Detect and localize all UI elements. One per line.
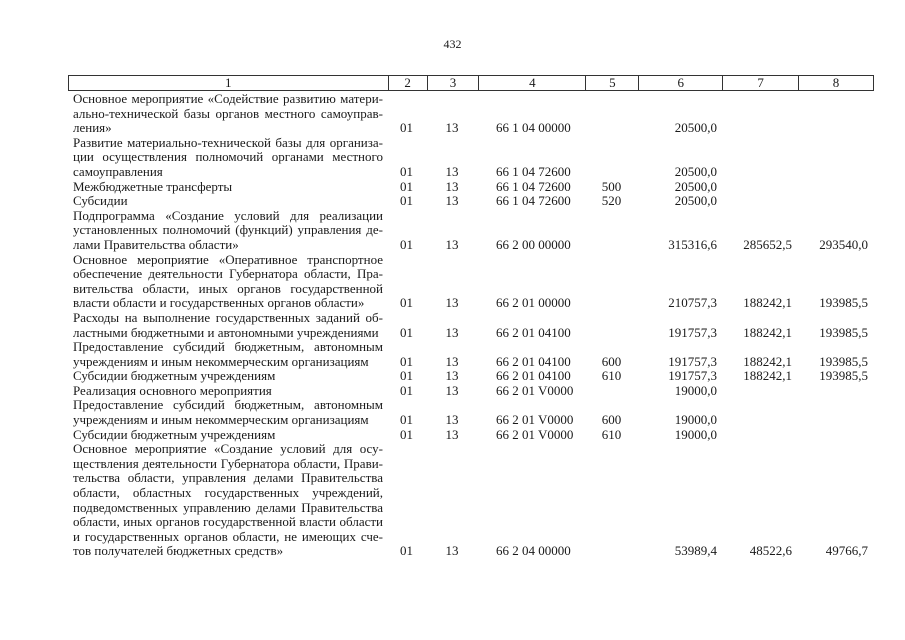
cell-c3: 13 xyxy=(445,163,459,179)
description-line: тов получателей бюджетных средств» xyxy=(73,543,284,559)
cell-c2: 01 xyxy=(400,193,413,209)
description-line: установленных полномочий (функций) управления де- xyxy=(73,222,383,238)
cell-c8: 49766,7 xyxy=(825,543,868,559)
row-description xyxy=(73,398,383,427)
cell-c3: 13 xyxy=(445,412,459,428)
cell-c6: 20500,0 xyxy=(674,178,717,194)
table-body xyxy=(0,92,905,559)
cell-c3: 13 xyxy=(445,236,459,252)
cell-c4: 66 2 01 V0000 xyxy=(496,426,574,442)
table-row xyxy=(0,194,905,209)
table-row xyxy=(0,311,905,340)
description-line: Основное мероприятие «Создание условий для осу- xyxy=(73,441,383,457)
description-line: Субсидии бюджетным учреждениям xyxy=(73,368,276,384)
row-description xyxy=(73,92,383,136)
description-line: самоуправления xyxy=(73,163,163,179)
table-row xyxy=(0,369,905,384)
page-number: 432 xyxy=(443,37,462,51)
description-line: Реализация основного мероприятия xyxy=(73,382,272,398)
cell-c4: 66 1 04 72600 xyxy=(496,163,571,179)
cell-c2: 01 xyxy=(400,163,413,179)
header-col-8: 8 xyxy=(832,75,840,90)
cell-c7: 188242,1 xyxy=(743,368,792,384)
header-col-6: 6 xyxy=(639,76,723,90)
table-row xyxy=(0,209,905,253)
cell-c6: 19000,0 xyxy=(674,412,717,428)
cell-c2: 01 xyxy=(400,353,413,369)
table-row xyxy=(0,384,905,399)
row-description xyxy=(73,340,383,369)
cell-c5: 600 xyxy=(601,412,622,428)
description-line: тельства области, управления делами Правительства xyxy=(73,470,383,486)
cell-c3: 13 xyxy=(445,295,459,311)
cell-c3: 13 xyxy=(445,426,459,442)
cell-c5: 520 xyxy=(601,193,622,209)
cell-c3: 13 xyxy=(445,382,459,398)
cell-c8: 193985,5 xyxy=(819,295,868,311)
description-line: Субсидии бюджетным учреждениям xyxy=(73,426,276,442)
cell-c4: 66 2 04 00000 xyxy=(496,543,571,559)
cell-c6: 20500,0 xyxy=(674,120,717,136)
row-description xyxy=(73,194,383,209)
table-header xyxy=(68,75,874,91)
header-col-5: 5 xyxy=(586,76,639,90)
cell-c5: 600 xyxy=(601,353,622,369)
cell-c2: 01 xyxy=(400,236,413,252)
description-line: области, иных органов государственной власти области xyxy=(73,514,383,530)
cell-c3: 13 xyxy=(445,120,459,136)
cell-c2: 01 xyxy=(400,295,413,311)
cell-c6: 19000,0 xyxy=(674,382,717,398)
cell-c3: 13 xyxy=(445,178,459,194)
cell-c2: 01 xyxy=(400,543,413,559)
cell-c4: 66 2 01 V0000 xyxy=(496,382,574,398)
description-line: Предоставление субсидий бюджетным, автономным xyxy=(73,397,383,413)
header-col-3: 3 xyxy=(428,76,480,90)
cell-c2: 01 xyxy=(400,178,413,194)
description-line: Субсидии xyxy=(73,193,128,209)
cell-c4: 66 2 01 00000 xyxy=(496,295,571,311)
cell-c7: 285652,5 xyxy=(743,236,792,252)
cell-c7: 188242,1 xyxy=(743,353,792,369)
cell-c4: 66 2 00 00000 xyxy=(496,236,571,252)
description-line: Подпрограмма «Создание условий для реализации xyxy=(73,207,383,223)
cell-c6: 191757,3 xyxy=(668,353,717,369)
cell-c2: 01 xyxy=(400,120,413,136)
description-line: ления» xyxy=(73,120,112,136)
cell-c4: 66 1 04 72600 xyxy=(496,193,571,209)
cell-c3: 13 xyxy=(445,543,459,559)
header-col-4: 4 xyxy=(479,76,586,90)
cell-c5 xyxy=(585,238,638,253)
description-line: Развитие материально-технической базы для организа- xyxy=(73,134,383,150)
row-description xyxy=(73,384,383,399)
cell-c3: 13 xyxy=(445,368,459,384)
description-line: области, областных государственных учреждений, xyxy=(73,485,383,501)
header-col-2: 2 xyxy=(389,76,428,90)
cell-c8: 193985,5 xyxy=(819,353,868,369)
cell-c4: 66 2 01 04100 xyxy=(496,324,571,340)
description-line: Основное мероприятие «Содействие развитию матери- xyxy=(73,91,383,106)
table-row xyxy=(0,180,905,195)
row-description xyxy=(73,209,383,253)
cell-c2: 01 xyxy=(400,324,413,340)
description-line: лами Правительства области» xyxy=(73,236,239,252)
table-row xyxy=(0,340,905,369)
table-row xyxy=(0,442,905,559)
cell-c4: 66 2 01 04100 xyxy=(496,353,571,369)
description-line: и государственных органов области, не имеющих сче- xyxy=(73,528,383,544)
cell-c6: 210757,3 xyxy=(668,295,717,311)
table-row xyxy=(0,136,905,180)
cell-c3: 13 xyxy=(445,353,459,369)
cell-c6: 19000,0 xyxy=(674,426,717,442)
description-line: Основное мероприятие «Оперативное транспортное xyxy=(73,251,383,267)
cell-c5: 610 xyxy=(601,426,622,442)
cell-c7: 48522,6 xyxy=(749,543,792,559)
cell-c6: 315316,6 xyxy=(668,236,717,252)
cell-c4: 66 1 04 00000 xyxy=(496,120,571,136)
cell-c4: 66 1 04 72600 xyxy=(496,178,571,194)
cell-c8: 193985,5 xyxy=(819,324,868,340)
description-line: учреждениям и иным некоммерческим организациям xyxy=(73,412,369,428)
cell-c2: 01 xyxy=(400,426,413,442)
cell-c7: 188242,1 xyxy=(743,295,792,311)
cell-c2: 01 xyxy=(400,382,413,398)
cell-c5 xyxy=(585,165,638,180)
row-description xyxy=(73,369,383,384)
cell-c6: 20500,0 xyxy=(674,163,717,179)
cell-c5: 500 xyxy=(601,178,622,194)
description-line: учреждениям и иным некоммерческим организациям xyxy=(73,353,369,369)
description-line: власти области и государственных органов области» xyxy=(73,295,365,311)
description-line: Межбюджетные трансферты xyxy=(73,178,233,194)
description-line: ции осуществления полномочий органами местного xyxy=(73,149,383,165)
cell-c6: 191757,3 xyxy=(668,324,717,340)
cell-c6: 20500,0 xyxy=(674,193,717,209)
row-description xyxy=(73,136,383,180)
cell-c5 xyxy=(585,326,638,341)
header-col-1: 1 xyxy=(69,76,389,90)
description-line: обеспечение деятельности Губернатора области, Пра- xyxy=(73,266,383,282)
table-row xyxy=(0,428,905,443)
cell-c5 xyxy=(585,121,638,136)
cell-c5 xyxy=(585,384,638,399)
cell-c2: 01 xyxy=(400,368,413,384)
cell-c5: 610 xyxy=(601,368,622,384)
header-col-7: 7 xyxy=(723,76,799,90)
cell-c7: 188242,1 xyxy=(743,324,792,340)
cell-c2: 01 xyxy=(400,412,413,428)
row-description xyxy=(73,311,383,340)
row-description xyxy=(73,253,383,311)
row-description xyxy=(73,180,383,195)
table-row xyxy=(0,92,905,136)
cell-c5 xyxy=(585,544,638,559)
cell-c5 xyxy=(585,296,638,311)
cell-c8: 293540,0 xyxy=(819,236,868,252)
table-row xyxy=(0,398,905,427)
cell-c3: 13 xyxy=(445,193,459,209)
cell-c4: 66 2 01 04100 xyxy=(496,368,571,384)
description-line: подведомственных управлению делами Правительства xyxy=(73,499,383,515)
cell-c3: 13 xyxy=(445,324,459,340)
table-row xyxy=(0,253,905,311)
row-description xyxy=(73,428,383,443)
cell-c4: 66 2 01 V0000 xyxy=(496,412,574,428)
description-line: ществления деятельности Губернатора области, Прави- xyxy=(73,455,383,471)
cell-c6: 53989,4 xyxy=(674,543,717,559)
description-line: ластными бюджетными и автономными учреждениями xyxy=(73,324,379,340)
description-line: ально-технической базы органов местного самоуправ- xyxy=(73,105,383,121)
cell-c8: 193985,5 xyxy=(819,368,868,384)
row-description xyxy=(73,442,383,559)
description-line: вительства области, иных органов государственной xyxy=(73,280,383,296)
cell-c6: 191757,3 xyxy=(668,368,717,384)
description-line: Предоставление субсидий бюджетным, автономным xyxy=(73,339,383,355)
description-line: Расходы на выполнение государственных заданий об- xyxy=(73,309,383,325)
